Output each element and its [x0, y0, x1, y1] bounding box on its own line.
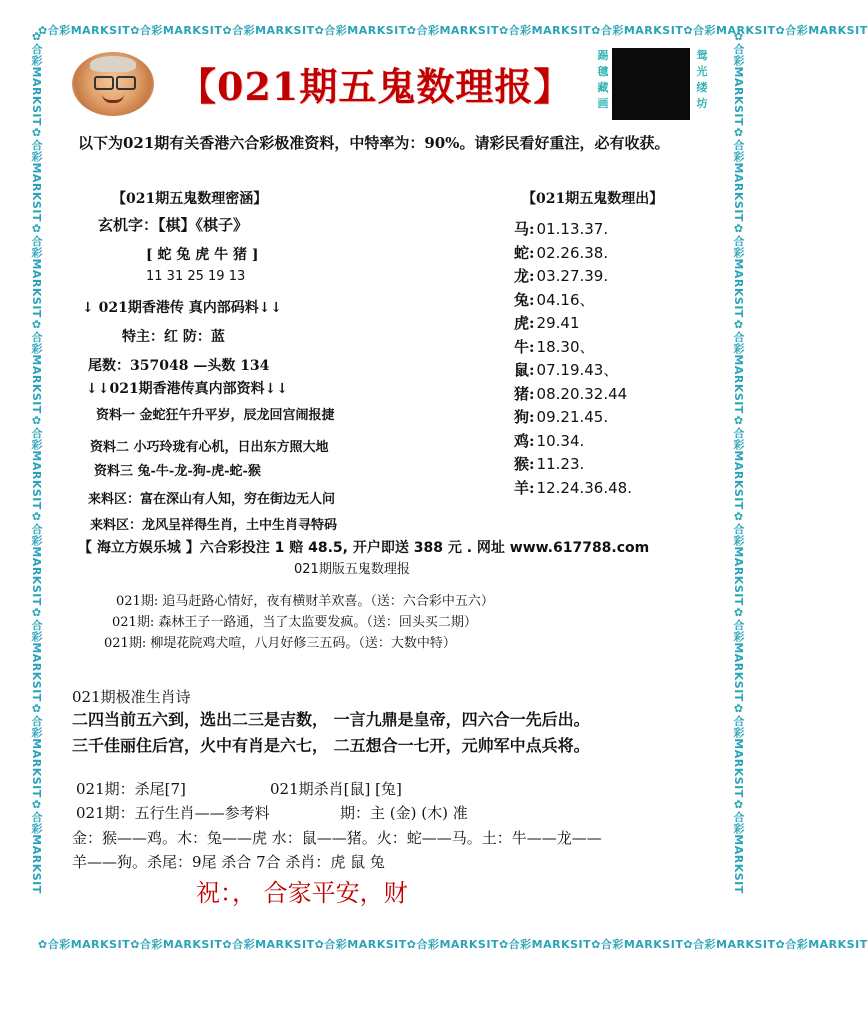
- zodiac-row: 兔: 04.16、: [514, 290, 595, 309]
- zodiac-row: 鼠: 07.19.43、: [514, 361, 619, 379]
- frame-border-bottom: ✿合彩MARKSIT✿合彩MARKSIT✿合彩MARKSIT✿合彩MARKSIT✿合彩MARKSIT✿合彩MARKSIT✿合彩MARKSIT✿合彩MARKSIT✿合彩MARKSIT: [38, 938, 868, 951]
- laiqu-2: 来料区：龙风呈祥得生肖，土中生肖寻特码: [90, 518, 338, 533]
- element-mapping-line: 金：猴——鸡。木：兔——虎 水：鼠——猪。火：蛇——马。土：牛——龙——: [72, 829, 602, 847]
- zodiac-row: 马: 01.13.37.: [514, 220, 609, 238]
- frame-border-left: ✿合彩MARKSIT✿合彩MARKSIT✿合彩MARKSIT✿合彩MARKSIT✿合彩MARKSIT✿合彩MARKSIT✿合彩MARKSIT✿合彩MARKSIT✿合彩MARKSIT: [30, 30, 43, 894]
- verse-row: 021期: 追马赶路心情好，夜有横财羊欢喜。（送：六合彩中五六）: [116, 594, 494, 609]
- side-label-right: 鸳光缕坊: [696, 49, 708, 110]
- zodiac-row: 鸡: 10.34.: [514, 431, 585, 450]
- casino-ad-line: 【 海立方娱乐城 】六合彩投注 1 赔 48.5, 开户即送 388 元 . 网址 www.617788.com: [78, 540, 650, 556]
- laiqu-1: 来料区：富在深山有人知，穷在街边无人问: [88, 492, 336, 507]
- frame-border-top: ✿合彩MARKSIT✿合彩MARKSIT✿合彩MARKSIT✿合彩MARKSIT✿合彩MARKSIT✿合彩MARKSIT✿合彩MARKSIT✿合彩MARKSIT✿合彩MARKSIT: [38, 24, 868, 37]
- inside-info-heading: ↓↓021期香港传真内部资料↓↓: [86, 381, 289, 397]
- page-title: 【021期五鬼数理报】: [178, 64, 573, 109]
- edition-subtitle: 021期版五鬼数理报: [294, 562, 410, 577]
- verse-row: 021期: 森林王子一路通，当了太监要发疯。（送：回头买二期）: [112, 615, 477, 630]
- right-heading: 【021期五鬼数理出】: [522, 191, 664, 207]
- ziliao-1: 资料一 金蛇狂午升平岁，辰龙回宫闹报捷: [96, 408, 335, 423]
- poem-line-2: 三千佳丽住后宫，火中有肖是六七， 二五想合一七开，元帅军中点兵将。: [72, 736, 590, 755]
- zodiac-row: 牛: 18.30、: [514, 337, 595, 356]
- intro-text: 以下为021期有关香港六合彩极准资料，中特率为：90%。请彩民看好重注，必有收获。: [78, 134, 670, 152]
- portrait-image: [72, 52, 154, 116]
- tezhu-line: 特主：红 防：蓝: [122, 329, 225, 345]
- zodiac-row: 羊: 12.24.36.48.: [514, 478, 632, 497]
- inside-code-heading: ↓ 021期香港传 真内部码料↓↓: [82, 300, 283, 316]
- weishu-line: 尾数：357048 —头数 134: [88, 358, 270, 374]
- zodiac-row: 狗: 09.21.45.: [514, 408, 609, 426]
- poem-title: 021期极准生肖诗: [72, 688, 191, 706]
- animal-numbers: 11 31 25 19 13: [146, 269, 246, 284]
- kill-tail-line: 021期：杀尾[7]: [76, 780, 186, 798]
- zodiac-row: 蛇: 02.26.38.: [514, 243, 609, 262]
- kill-zodiac-line: 021期杀肖[鼠] [兔]: [270, 780, 402, 798]
- main-element-line: 期：主 (金) (木) 准: [340, 804, 468, 822]
- zodiac-row: 龙: 03.27.39.: [514, 267, 609, 285]
- zodiac-row: 猪: 08.20.32.44: [514, 384, 628, 403]
- wuxing-line: 021期：五行生肖——参考料: [76, 804, 270, 822]
- zodiac-row: 猴: 11.23.: [514, 455, 585, 473]
- animal-list: [ 蛇 兔 虎 牛 猪 ]: [146, 247, 259, 263]
- xuanji-line: 玄机字：【棋】《棋子》: [98, 216, 249, 234]
- ziliao-2: 资料二 小巧玲珑有心机，日出东方照大地: [90, 440, 329, 455]
- frame-border-right: ✿合彩MARKSIT✿合彩MARKSIT✿合彩MARKSIT✿合彩MARKSIT✿合彩MARKSIT✿合彩MARKSIT✿合彩MARKSIT✿合彩MARKSIT✿合彩MARKSIT: [732, 30, 745, 894]
- zodiac-row: 虎: 29.41: [514, 314, 580, 332]
- left-heading: 【021期五鬼数理密涵】: [112, 191, 268, 207]
- qr-code-image: [612, 48, 690, 120]
- kill-summary-line: 羊——狗。杀尾：9尾 杀合 7合 杀肖：虎 鼠 兔: [72, 853, 385, 871]
- zodiac-number-list: [514, 218, 632, 500]
- ziliao-3: 资料三 兔-牛-龙-狗-虎-蛇-猴: [94, 464, 261, 479]
- poem-line-1: 二四当前五六到，选出二三是吉数， 一言九鼎是皇帝，四六合一先后出。: [72, 710, 590, 729]
- side-label-left: 踢毽藏画: [597, 49, 609, 110]
- blessing-text: 祝：， 合家平安，财: [196, 879, 408, 907]
- verse-row: 021期: 柳堤花院鸡犬喧，八月好修三五码。（送：大数中特）: [104, 636, 456, 651]
